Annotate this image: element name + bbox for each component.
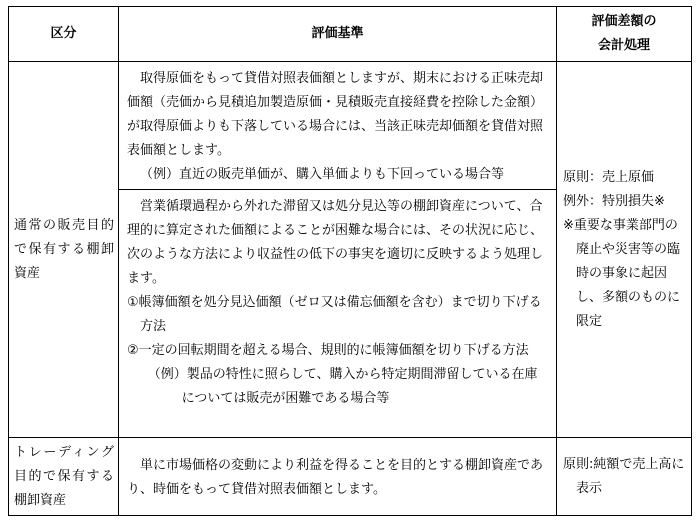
inventory-valuation-table	[8, 6, 691, 516]
table-row	[9, 62, 692, 190]
criteria-normal-b	[119, 190, 557, 438]
criteria-trading-text: 単に市場価格の変動により利益を得ることを目的とする棚卸資産であり、時価をもって貸借対照表価額とします。	[127, 458, 544, 497]
header-criteria: 評価基準	[119, 7, 557, 62]
table-row	[9, 438, 692, 516]
accounting-trading-text: 原則:純額で売上高に表示	[563, 456, 685, 496]
header-row	[9, 7, 692, 62]
accounting-principle: 原則：売上原価	[563, 169, 655, 185]
criteria-trading	[119, 438, 557, 516]
criteria-normal-a-text: 取得原価をもって貸借対照表価額としますが、期末における正味売却価額（売価から見積追加製造原価・見積販売直接経費を控除した金額）が取得原価よりも下落している場合には、当該正味売却価額を貸借対照表価額とします。	[127, 71, 544, 158]
header-accounting	[557, 7, 692, 62]
accounting-trading	[557, 438, 692, 516]
criteria-method-2: ②一定の回転期間を超える場合、規則的に帳簿価額を切り下げる方法	[127, 343, 529, 358]
header-category: 区分	[9, 7, 119, 62]
header-accounting-line2: 会計処理	[597, 38, 650, 53]
criteria-normal-b-example: （例）製品の特性に照らして、購入から特定期間滞留している在庫については販売が困難である場合等	[147, 367, 538, 406]
criteria-normal-b-text: 営業循環過程から外れた滞留又は処分見込等の棚卸資産について、合理的に算定された価額によることが困難な場合には、その状況に応じ、次のような方法により収益性の低下の事実を適切に反映するよう処理します。	[127, 199, 544, 286]
criteria-method-1: ①帳簿価額を処分見込価額（ゼロ又は備忘価額を含む）まで切り下げる方法	[127, 295, 542, 334]
category-normal-sale: 通常の販売目的で保有する棚卸資産	[9, 62, 119, 438]
category-trading: トレーディング目的で保有する棚卸資産	[9, 438, 119, 516]
header-accounting-line1: 評価差額の	[591, 14, 657, 29]
accounting-normal	[557, 62, 692, 438]
criteria-normal-a	[119, 62, 557, 190]
accounting-note: ※重要な事業部門の廃止や災害等の臨時の事象に起因し、多額のものに限定	[563, 217, 681, 329]
accounting-exception: 例外：特別損失※	[563, 193, 665, 209]
criteria-normal-a-example: （例）直近の販売単価が、購入単価よりも下回っている場合等	[140, 167, 505, 182]
